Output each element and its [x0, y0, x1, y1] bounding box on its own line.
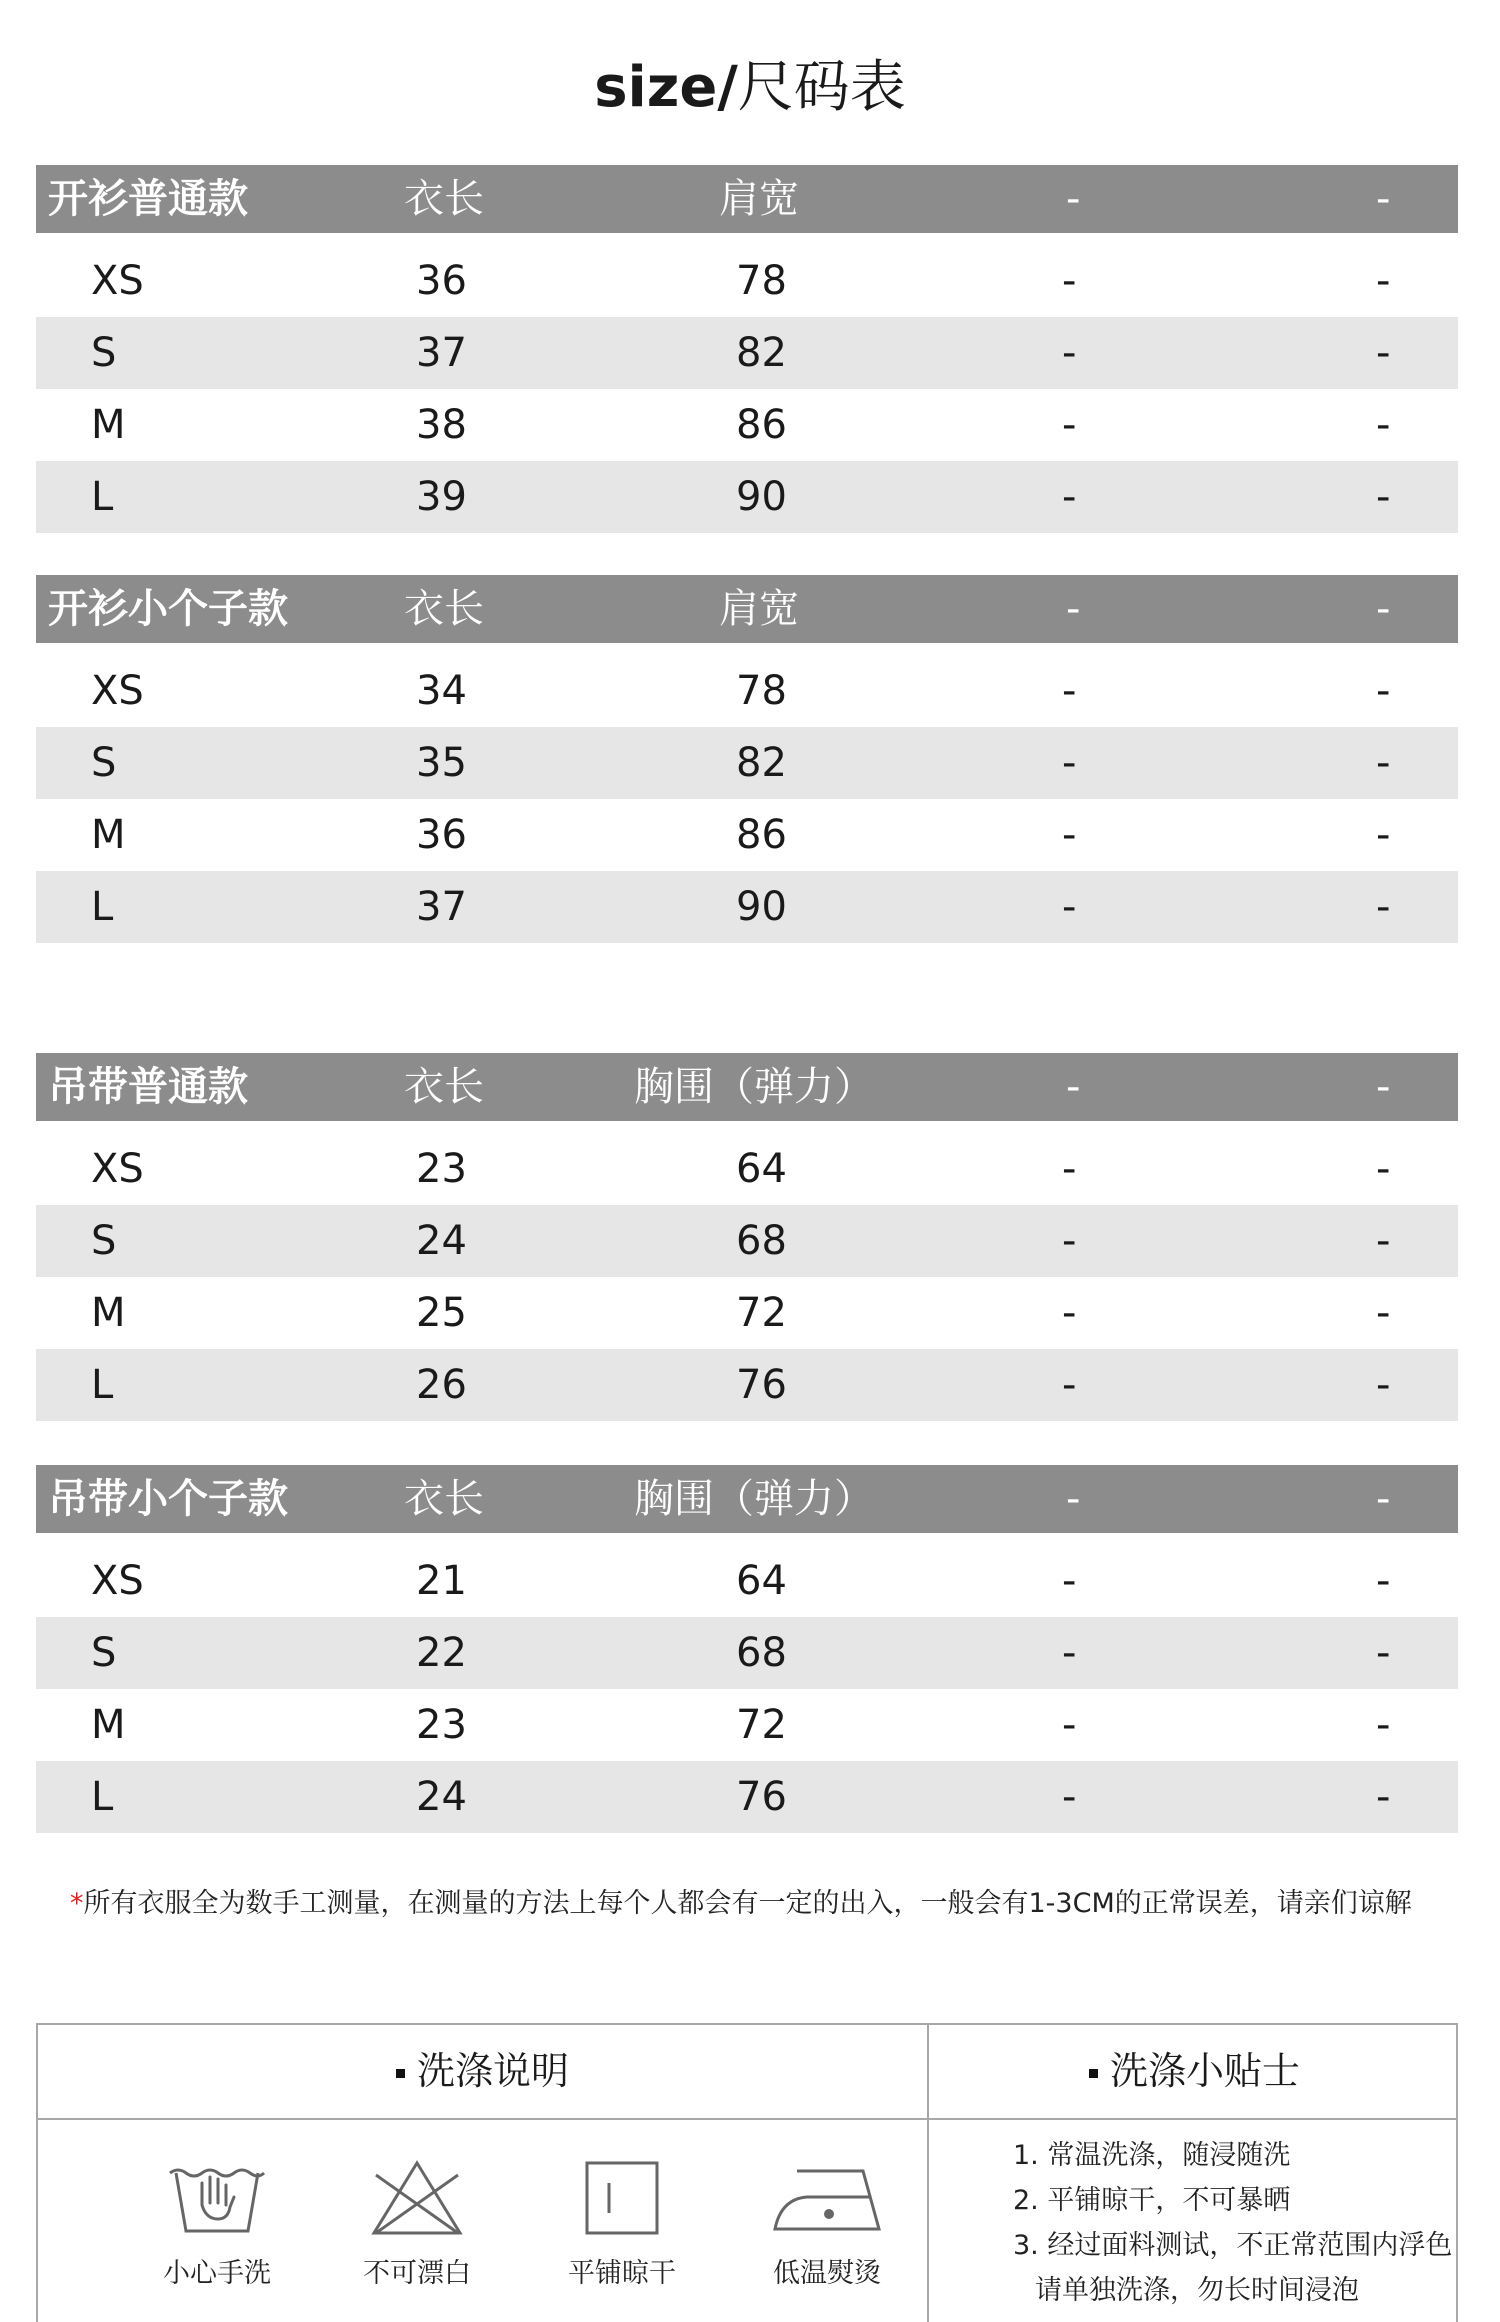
value-cell: - [1376, 1702, 1391, 1748]
value-cell: - [1062, 258, 1077, 304]
table-row [36, 871, 1458, 943]
value-cell: - [1376, 1362, 1391, 1408]
value-cell: - [1062, 1362, 1077, 1408]
table-row [36, 461, 1458, 533]
header-blank: - [1066, 1064, 1081, 1110]
table-row [36, 1689, 1458, 1761]
value-cell: - [1376, 1146, 1391, 1192]
value-cell: 76 [736, 1362, 787, 1408]
header-style: 吊带普通款 [48, 1064, 248, 1110]
value-cell: 64 [736, 1146, 787, 1192]
tips-header [929, 2025, 1460, 2118]
value-cell: - [1062, 330, 1077, 376]
tip-item: 请单独洗涤，勿长时间浸泡 [1035, 2275, 1359, 2306]
value-cell: 36 [416, 812, 467, 858]
value-cell: 72 [736, 1702, 787, 1748]
divider [38, 2118, 1456, 2120]
washing-header [38, 2025, 927, 2118]
size-cell: XS [91, 1146, 144, 1192]
size-table-cardigan-regular [36, 165, 1458, 533]
size-table-camisole-regular [36, 1053, 1458, 1421]
bullet-square [1089, 2069, 1098, 2078]
size-cell: S [91, 740, 117, 786]
size-cell: L [91, 1362, 114, 1408]
value-cell: 82 [736, 330, 787, 376]
tip-item: 1. 常温洗涤，随浸随洗 [1013, 2140, 1291, 2171]
header-shoulder: 肩宽 [719, 176, 799, 222]
size-cell: M [91, 1290, 126, 1336]
table-row [36, 389, 1458, 461]
value-cell: - [1062, 1774, 1077, 1820]
value-cell: 21 [416, 1558, 467, 1604]
header-length: 衣长 [404, 176, 484, 222]
header-length: 衣长 [404, 1476, 484, 1522]
value-cell: 37 [416, 884, 467, 930]
header-style: 开衫小个子款 [48, 586, 288, 632]
value-cell: 90 [736, 884, 787, 930]
dry-flat-icon [567, 2153, 677, 2243]
size-table-cardigan-petite [36, 575, 1458, 943]
note-text: 所有衣服全为数手工测量，在测量的方法上每个人都会有一定的出入，一般会有1-3CM的正常误差，请亲们谅解 [83, 1888, 1412, 1919]
header-blank: - [1376, 1064, 1391, 1110]
value-cell: - [1376, 1774, 1391, 1820]
size-cell: M [91, 1702, 126, 1748]
value-cell: 23 [416, 1702, 467, 1748]
header-bust: 胸围（弹力） [634, 1064, 874, 1110]
header-style: 吊带小个子款 [48, 1476, 288, 1522]
header-blank: - [1066, 176, 1081, 222]
care-label: 低温熨烫 [773, 2258, 881, 2289]
value-cell: - [1376, 474, 1391, 520]
table-row [36, 245, 1458, 317]
value-cell: 78 [736, 258, 787, 304]
header-blank: - [1066, 586, 1081, 632]
title-sub: 尺码表 [737, 55, 906, 120]
care-item-no-bleach [332, 2153, 502, 2290]
table-row [36, 1205, 1458, 1277]
header-blank: - [1376, 176, 1391, 222]
value-cell: - [1062, 474, 1077, 520]
size-cell: S [91, 1218, 117, 1264]
value-cell: 68 [736, 1630, 787, 1676]
header-blank: - [1376, 586, 1391, 632]
header-length: 衣长 [404, 1064, 484, 1110]
washing-tips [1013, 2133, 1453, 2313]
hand-wash-icon [162, 2153, 272, 2243]
value-cell: 86 [736, 402, 787, 448]
table-row [36, 727, 1458, 799]
value-cell: - [1376, 402, 1391, 448]
value-cell: 26 [416, 1362, 467, 1408]
value-cell: - [1376, 1630, 1391, 1676]
table-row [36, 655, 1458, 727]
table-row [36, 1133, 1458, 1205]
low-iron-icon [767, 2153, 887, 2243]
value-cell: 39 [416, 474, 467, 520]
size-cell: S [91, 330, 117, 376]
header-shoulder: 肩宽 [719, 586, 799, 632]
value-cell: - [1062, 1290, 1077, 1336]
care-label: 小心手洗 [163, 2258, 271, 2289]
page-title [0, 48, 1500, 128]
value-cell: - [1376, 740, 1391, 786]
header-bust: 胸围（弹力） [634, 1476, 874, 1522]
care-item-hand-wash [132, 2153, 302, 2290]
care-item-dry-flat [537, 2153, 707, 2290]
measurement-note [70, 1884, 1470, 1924]
table-row [36, 1277, 1458, 1349]
table-row [36, 1617, 1458, 1689]
bullet-square [396, 2069, 405, 2078]
value-cell: - [1376, 1558, 1391, 1604]
value-cell: - [1062, 1558, 1077, 1604]
size-cell: XS [91, 258, 144, 304]
size-cell: L [91, 884, 114, 930]
size-cell: M [91, 402, 126, 448]
header-length: 衣长 [404, 586, 484, 632]
size-cell: M [91, 812, 126, 858]
value-cell: - [1062, 1630, 1077, 1676]
value-cell: 76 [736, 1774, 787, 1820]
value-cell: 64 [736, 1558, 787, 1604]
header-style: 开衫普通款 [48, 176, 248, 222]
value-cell: 72 [736, 1290, 787, 1336]
size-cell: L [91, 1774, 114, 1820]
tip-item: 3. 经过面料测试，不正常范围内浮色 [1013, 2230, 1453, 2261]
size-table-camisole-petite [36, 1465, 1458, 1833]
size-cell: S [91, 1630, 117, 1676]
value-cell: 82 [736, 740, 787, 786]
value-cell: - [1062, 884, 1077, 930]
value-cell: 23 [416, 1146, 467, 1192]
title-main: size/ [594, 55, 738, 120]
care-label: 平铺晾干 [568, 2258, 676, 2289]
table-row [36, 799, 1458, 871]
table-row [36, 317, 1458, 389]
value-cell: 37 [416, 330, 467, 376]
size-cell: XS [91, 668, 144, 714]
value-cell: - [1062, 812, 1077, 858]
value-cell: - [1062, 1218, 1077, 1264]
size-cell: XS [91, 1558, 144, 1604]
value-cell: 24 [416, 1218, 467, 1264]
value-cell: - [1376, 1290, 1391, 1336]
care-instructions [36, 2023, 1458, 2322]
table-header [36, 1465, 1458, 1533]
value-cell: - [1062, 668, 1077, 714]
value-cell: 34 [416, 668, 467, 714]
size-cell: L [91, 474, 114, 520]
value-cell: 90 [736, 474, 787, 520]
value-cell: 38 [416, 402, 467, 448]
table-row [36, 1545, 1458, 1617]
value-cell: 22 [416, 1630, 467, 1676]
value-cell: 68 [736, 1218, 787, 1264]
value-cell: - [1376, 1218, 1391, 1264]
washing-header-label: 洗涤说明 [416, 2049, 569, 2093]
table-row [36, 1761, 1458, 1833]
value-cell: - [1062, 402, 1077, 448]
value-cell: 35 [416, 740, 467, 786]
table-header [36, 575, 1458, 643]
value-cell: 24 [416, 1774, 467, 1820]
value-cell: - [1376, 884, 1391, 930]
tip-item: 2. 平铺晾干，不可暴晒 [1013, 2185, 1291, 2216]
value-cell: - [1376, 330, 1391, 376]
tips-header-label: 洗涤小贴士 [1109, 2049, 1300, 2093]
table-row [36, 1349, 1458, 1421]
value-cell: - [1062, 1702, 1077, 1748]
note-asterisk: * [70, 1888, 84, 1919]
value-cell: 78 [736, 668, 787, 714]
value-cell: 36 [416, 258, 467, 304]
value-cell: - [1376, 258, 1391, 304]
value-cell: - [1062, 1146, 1077, 1192]
table-header [36, 165, 1458, 233]
header-blank: - [1066, 1476, 1081, 1522]
value-cell: 86 [736, 812, 787, 858]
header-blank: - [1376, 1476, 1391, 1522]
value-cell: - [1376, 812, 1391, 858]
table-header [36, 1053, 1458, 1121]
care-label: 不可漂白 [363, 2258, 471, 2289]
value-cell: 25 [416, 1290, 467, 1336]
care-item-low-iron [742, 2153, 912, 2290]
value-cell: - [1376, 668, 1391, 714]
no-bleach-icon [362, 2153, 472, 2243]
value-cell: - [1062, 740, 1077, 786]
